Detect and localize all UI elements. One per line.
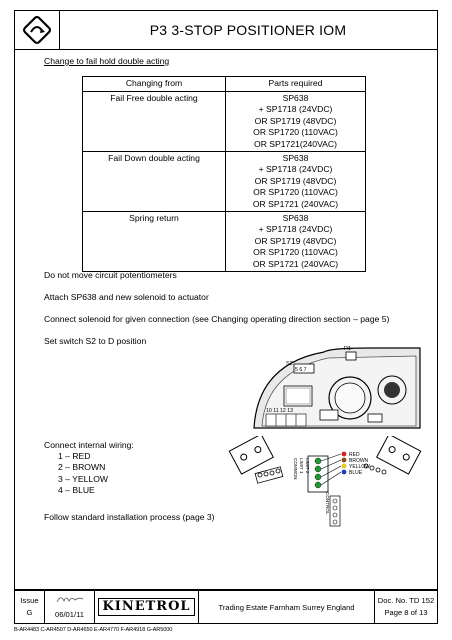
wiring-item: 2 – BROWN (58, 462, 106, 473)
wiring-title: Connect internal wiring: (44, 440, 134, 450)
legend-label: BROWN (349, 458, 369, 464)
part-line: SP638 (282, 153, 309, 164)
part-line: OR SP1721(240VAC) (254, 138, 337, 149)
logo-cell (15, 11, 60, 49)
part-line: OR SP1720 (110VAC) (253, 247, 338, 258)
part-line: SP638 (282, 93, 309, 103)
parts-cell (226, 152, 366, 212)
part-line: + SP1718 (24VDC) (258, 224, 333, 235)
company-address: Trading Estate Farnham Surrey England (218, 602, 355, 612)
table-header-row (83, 77, 366, 92)
part-line: OR SP1721 (240VAC) (252, 198, 339, 209)
kinetrol-logo-icon (22, 15, 52, 45)
legend-label: RED (349, 452, 360, 458)
terminal-label: COMMON (293, 458, 298, 480)
part-line: OR SP1719 (48VDC) (254, 235, 337, 246)
address-cell (199, 591, 375, 623)
page-header (14, 10, 438, 50)
parts-cell (226, 92, 366, 152)
page-footer (14, 590, 438, 624)
step-text: Set switch S2 to D position (44, 336, 147, 346)
column-header: Changing from (83, 77, 226, 92)
part-line: OR SP1720 (110VAC) (253, 127, 338, 138)
brand-cell (95, 591, 199, 623)
switch-positions-label: 5 6 7 (295, 367, 307, 373)
legend-label: YELLOW (349, 464, 370, 470)
issue-cell (15, 591, 45, 623)
part-line: OR SP1719 (48VDC) (254, 115, 337, 126)
page-title: P3 3-STOP POSITIONER IOM (149, 22, 347, 38)
wiring-item: 3 – YELLOW (58, 473, 108, 484)
parts-cell (226, 212, 366, 272)
part-line: + SP1718 (24VDC) (258, 104, 333, 115)
terminal-label: LIMIT 1 (299, 458, 304, 474)
step-text: Follow standard installation process (page 3) (44, 512, 215, 522)
changing-from-cell: Fail Down double acting (83, 152, 226, 212)
issue-date: 06/01/11 (55, 610, 84, 619)
red-wire-dot (342, 452, 347, 457)
terminal-label: LIMIT 2 (305, 458, 310, 474)
wiring-instructions (44, 440, 134, 496)
issue-label: Issue (20, 596, 39, 605)
wiring-item: 1 – RED (58, 451, 91, 462)
table-row (83, 152, 366, 212)
table-row (83, 92, 366, 152)
table-row (83, 212, 366, 272)
signature-icon (55, 593, 85, 605)
revision-footnote: B-AR4483 C-AR4507 D-AR4650 E-AR4770 F-AR4918 G-AR5000 (14, 627, 173, 633)
changing-from-cell: Fail Free double acting (83, 92, 226, 152)
doc-number: Doc. No. TD 152 (377, 596, 435, 605)
wiring-diagram (228, 436, 424, 532)
r1-label: R1 (344, 346, 352, 352)
doc-cell (375, 591, 437, 623)
column-header: Parts required (226, 77, 366, 92)
legend-label: BLUE (349, 470, 363, 476)
circuit-board-diagram (250, 344, 422, 430)
step-text: Attach SP638 and new solenoid to actuator (44, 292, 209, 302)
step-text: Connect solenoid for given connection (see Changing operating direction section – page 5) (44, 314, 390, 324)
terminal-numbers-label: 10 11 12 13 (266, 408, 294, 414)
terminal-label: CONTROL (325, 492, 330, 515)
part-line: SP638 (282, 213, 309, 224)
brown-wire-dot (342, 458, 347, 463)
changing-from-cell: Spring return (83, 212, 226, 272)
page-number: Page 8 of 13 (384, 608, 428, 617)
part-line: + SP1718 (24VDC) (258, 164, 333, 175)
date-cell (45, 591, 95, 623)
part-line: OR SP1721 (240VAC) (252, 258, 339, 269)
kinetrol-wordmark: KINETROL (98, 598, 194, 616)
blue-wire-dot (342, 470, 347, 475)
switch-s2-label: S2 (286, 361, 293, 367)
yellow-wire-dot (342, 464, 347, 469)
part-line: OR SP1719 (48VDC) (254, 175, 337, 186)
wiring-item: 4 – BLUE (58, 484, 95, 495)
parts-table (82, 76, 366, 272)
part-line: OR SP1720 (110VAC) (253, 187, 338, 198)
section-title: Change to fail hold double acting (44, 56, 170, 66)
step-text: Do not move circuit potentiometers (44, 270, 177, 280)
issue-value: G (26, 608, 33, 617)
